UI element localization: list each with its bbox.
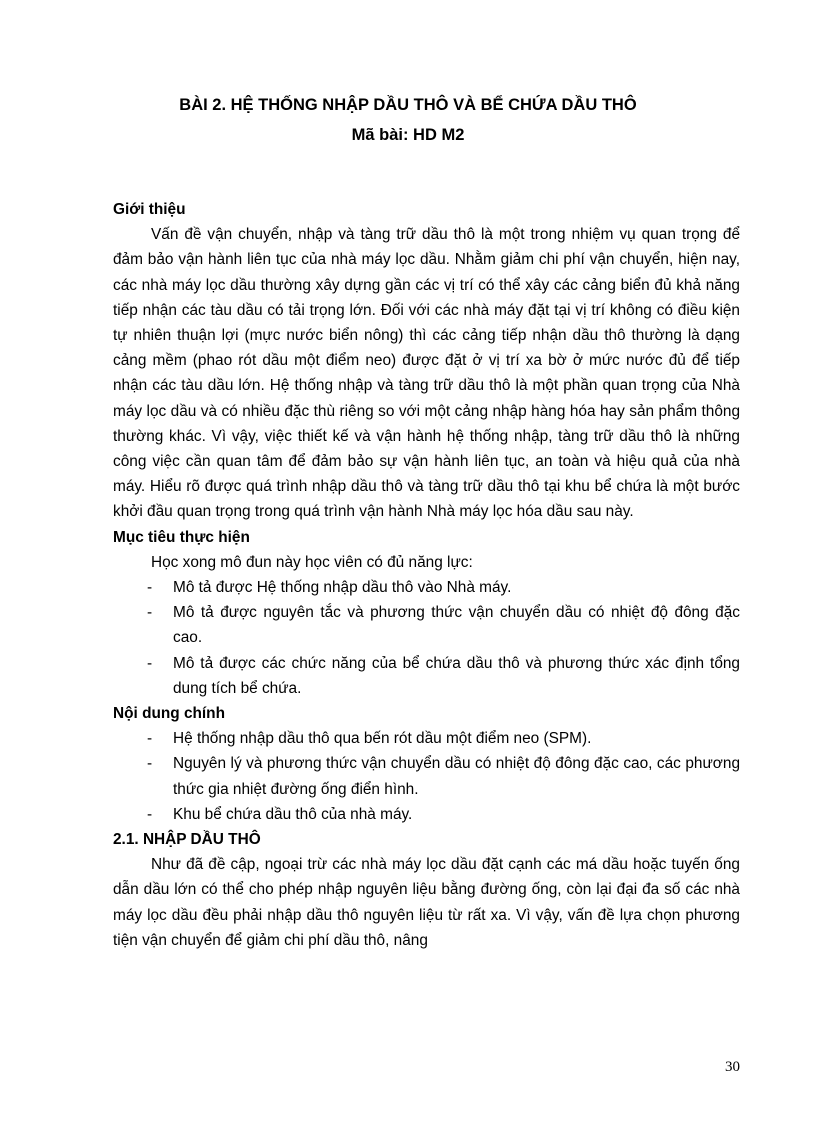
intro-paragraph: Vấn đề vận chuyển, nhập và tàng trữ dầu thô là một trong nhiệm vụ quan trọng để đảm bảo vận hành liên tục của nhà máy lọc dầu. Nhằm giảm chi phí vận chuyển, hiện nay, các nhà máy lọc dầu thường xây dựng gần các vị trí có thể xây các cảng biển đủ khả năng tiếp nhận các tàu dầu có tải trọng lớn. Đối với các nhà máy đặt tại vị trí không có điều kiện tự nhiên thuận lợi (mực nước biển nông) thì các cảng tiếp nhận dầu thô thường là dạng cảng mềm (phao rót dầu một điểm neo) được đặt ở vị trí xa bờ ở mức nước đủ để tiếp nhận các tàu dầu lớn. Hệ thống nhập và tàng trữ dầu thô là một phần quan trọng của Nhà máy lọc dầu và có nhiều đặc thù riêng so với một cảng nhập hàng hóa hay sản phẩm thông thường khác. Vì vậy, việc thiết kế và vận hành hệ thống nhập, tàng trữ dầu thô là những công việc cần quan tâm để đảm bảo sự vận hành liên tục, an toàn và hiệu quả của nhà máy. Hiểu rõ được quá trình nhập dầu thô và tàng trữ dầu thô tại khu bể chứa là một bước khởi đầu quan trọng trong quá trình vận hành Nhà máy lọc hóa dầu sau này. <box>113 226 740 521</box>
dash-bullet: - <box>147 604 153 622</box>
section-2-1-paragraph: Như đã đề cập, ngoại trừ các nhà máy lọc dầu đặt cạnh các má dầu hoặc tuyến ống dẫn dầu lớn có thể cho phép nhập nguyên liệu bằng đường ống, còn lại đại đa số các nhà máy lọc dầu đều phải nhập dầu thô nguyên liệu từ rất xa. Vì vậy, vấn đề lựa chọn phương tiện vận chuyển để giảm chi phí dầu thô, nâng <box>113 856 740 949</box>
objectives-lead: Học xong mô đun này học viên có đủ năng lực: <box>151 553 473 571</box>
list-item-text: Hệ thống nhập dầu thô qua bến rót dầu một điểm neo (SPM). <box>173 730 592 748</box>
dash-bullet: - <box>147 654 153 672</box>
dash-bullet: - <box>147 755 153 773</box>
list-item <box>147 651 740 701</box>
page-number: 30 <box>725 1059 740 1075</box>
section-2-1-heading: 2.1. NHẬP DẦU THÔ <box>113 831 261 849</box>
list-item <box>147 751 740 801</box>
list-item <box>147 575 740 600</box>
contents-list <box>113 726 740 827</box>
dash-bullet: - <box>147 579 153 597</box>
list-item-text: Nguyên lý và phương thức vận chuyển dầu có nhiệt độ đông đặc cao, các phương thức gia nhiệt đường ống điển hình. <box>173 755 740 798</box>
objectives-list <box>113 575 740 701</box>
list-item <box>147 726 740 751</box>
list-item-text: Mô tả được nguyên tắc và phương thức vận chuyển dầu có nhiệt độ đông đặc cao. <box>173 604 740 647</box>
list-item-text: Mô tả được các chức năng của bể chứa dầu thô và phương thức xác định tổng dung tích bể chứa. <box>173 654 740 697</box>
dash-bullet: - <box>147 730 153 748</box>
intro-heading: Giới thiệu <box>113 201 186 218</box>
lesson-title: BÀI 2. HỆ THỐNG NHẬP DẦU THÔ VÀ BỂ CHỨA DẦU THÔ <box>179 96 637 114</box>
list-item <box>147 802 740 827</box>
objectives-heading: Mục tiêu thực hiện <box>113 528 250 546</box>
page-content <box>113 197 740 953</box>
list-item-text: Mô tả được Hệ thống nhập dầu thô vào Nhà máy. <box>173 579 512 597</box>
lesson-code: Mã bài: HD M2 <box>351 126 465 144</box>
dash-bullet: - <box>147 805 153 823</box>
list-item-text: Khu bể chứa dầu thô của nhà máy. <box>173 805 413 823</box>
contents-heading: Nội dung chính <box>113 705 225 723</box>
list-item <box>147 600 740 650</box>
